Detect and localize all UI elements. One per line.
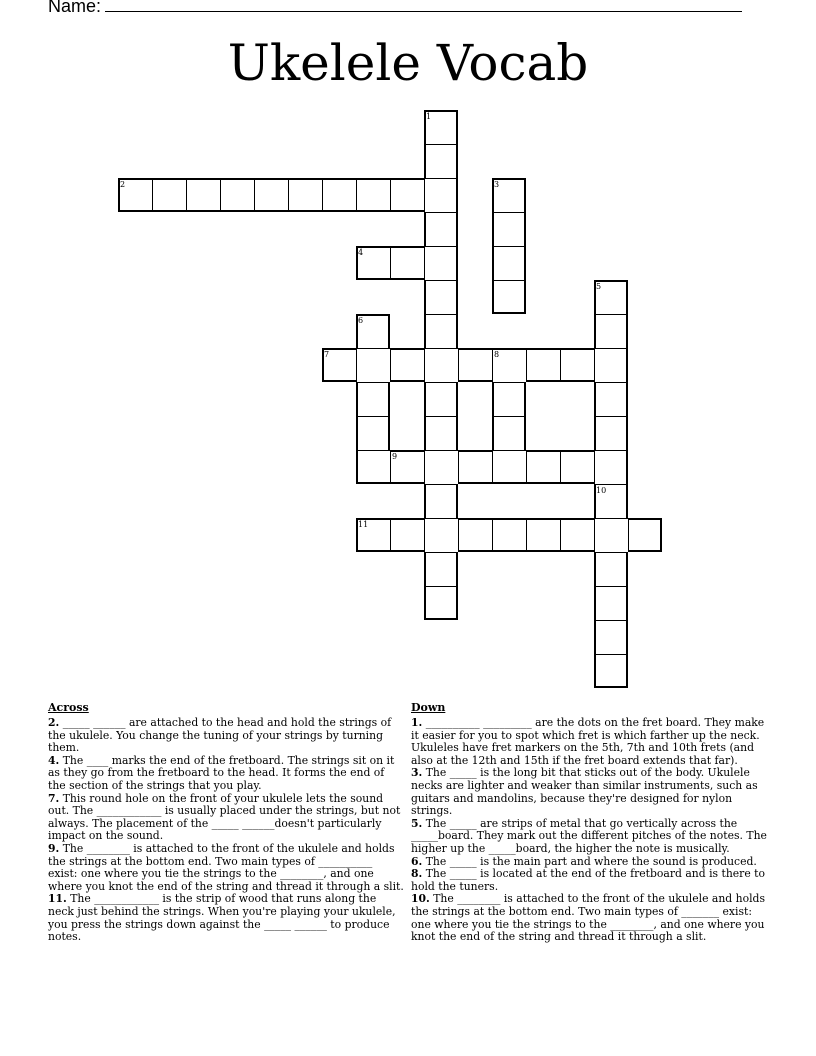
grid-cell[interactable]: [390, 348, 424, 382]
clue-item-text: _____ ______ are attached to the head and hold the strings of the ukulele. You change the tuning of your strings by turning them.: [48, 716, 392, 755]
grid-cell[interactable]: [424, 416, 458, 450]
grid-cell[interactable]: [322, 178, 356, 212]
grid-cell[interactable]: [424, 382, 458, 416]
clue-item-text: The ____________ is the strip of wood that runs along the neck just behind the strings. When you're playing your ukulele, you press the strings down against the _____ ______ to produce notes.: [48, 892, 396, 944]
grid-cell[interactable]: [424, 484, 458, 518]
grid-cell[interactable]: [390, 246, 424, 280]
grid-cell[interactable]: [254, 178, 288, 212]
grid-cell[interactable]: [356, 348, 390, 382]
grid-cell[interactable]: [356, 450, 390, 484]
clue-item: [411, 893, 771, 943]
clue-item-number: 7.: [48, 791, 60, 805]
grid-cell[interactable]: [424, 314, 458, 348]
grid-cell[interactable]: [594, 382, 628, 416]
grid-cell[interactable]: [492, 382, 526, 416]
clue-number: 8: [494, 350, 500, 359]
grid-cell[interactable]: [526, 450, 560, 484]
grid-cell[interactable]: [424, 212, 458, 246]
grid-cell[interactable]: [594, 314, 628, 348]
clue-item-text: The ________ is attached to the front of the ukulele and holds the strings at the bottom end. Two main types of __________ exist: one where you tie the strings to the ________, and one where you knot the end of the string and thread it through a slit.: [48, 841, 404, 893]
grid-cell[interactable]: [594, 518, 628, 552]
grid-cell[interactable]: [560, 518, 594, 552]
grid-cell[interactable]: [424, 348, 458, 382]
clue-item-number: 9.: [48, 841, 60, 855]
grid-cell[interactable]: [424, 518, 458, 552]
clue-number: 4: [358, 248, 364, 257]
grid-cell[interactable]: [424, 450, 458, 484]
grid-cell[interactable]: [492, 416, 526, 450]
grid-cell[interactable]: [356, 416, 390, 450]
grid-cell[interactable]: [186, 178, 220, 212]
clue-item: [411, 717, 771, 767]
clue-item-number: 8.: [411, 867, 423, 881]
grid-cell[interactable]: [594, 654, 628, 688]
grid-cell[interactable]: [594, 348, 628, 382]
clue-item: [411, 818, 771, 856]
grid-cell[interactable]: [152, 178, 186, 212]
clue-item: [411, 868, 771, 893]
grid-cell[interactable]: [594, 450, 628, 484]
name-label: Name:: [48, 0, 102, 16]
clue-item-number: 11.: [48, 892, 67, 906]
across-clues: [48, 701, 404, 944]
clue-item-number: 10.: [411, 892, 430, 906]
clue-item-text: This round hole on the front of your ukulele lets the sound out. The ____________ is usually placed under the strings, but not always. The placement of the _____ ______doesn't particularly impact on the sound.: [48, 791, 401, 843]
grid-cell[interactable]: [390, 178, 424, 212]
grid-cell[interactable]: [594, 586, 628, 620]
clue-item-text: The _____ is the long bit that sticks out of the body. Ukulele necks are lighter and weaker than similar instruments, such as guitars and mandolins, because they're designed for nylon strings.: [411, 766, 758, 818]
grid-cell[interactable]: [526, 348, 560, 382]
grid-cell[interactable]: [458, 348, 492, 382]
grid-cell[interactable]: [220, 178, 254, 212]
clue-item-number: 6.: [411, 854, 423, 868]
clue-item: [48, 717, 404, 755]
grid-cell[interactable]: [356, 382, 390, 416]
clue-item-number: 1.: [411, 716, 423, 729]
clue-item-text: __________ _________ are the dots on the fret board. They make it easier for you to spot which fret is which farther up the neck. Ukuleles have fret markers on the 5th, 7th and 10th frets (and also at the 12th and 15th if the fret board extends that far).: [411, 716, 765, 767]
grid-cell[interactable]: [458, 518, 492, 552]
clue-number: 3: [494, 180, 500, 189]
grid-cell[interactable]: [594, 620, 628, 654]
grid-cell[interactable]: [560, 450, 594, 484]
grid-cell[interactable]: [594, 416, 628, 450]
grid-cell[interactable]: [526, 518, 560, 552]
clue-number: 7: [324, 350, 330, 359]
clue-item: [48, 843, 404, 893]
clue-item-text: The _____ is located at the end of the fretboard and is there to hold the tuners.: [411, 867, 766, 893]
down-clue-list: [411, 717, 771, 944]
grid-cell[interactable]: [356, 178, 390, 212]
clue-number: 9: [392, 452, 398, 461]
grid-cell[interactable]: [492, 280, 526, 314]
clue-item: [411, 767, 771, 817]
grid-cell[interactable]: [594, 552, 628, 586]
clue-item-text: The _____ is the main part and where the sound is produced.: [422, 854, 757, 868]
grid-cell[interactable]: [560, 348, 594, 382]
grid-cell[interactable]: [492, 450, 526, 484]
clue-item: [48, 893, 404, 943]
clue-number: 10: [596, 486, 607, 495]
across-clue-list: [48, 717, 404, 944]
down-heading: Down: [411, 701, 446, 714]
clue-item-number: 3.: [411, 766, 423, 780]
grid-cell[interactable]: [492, 518, 526, 552]
clue-item-text: The ________ is attached to the front of the ukulele and holds the strings at the bottom end. Two main types of _______ exist: one where you tie the strings to the ________, and one where you knot the end of the string and thread it through a slit.: [411, 892, 766, 944]
clue-number: 6: [358, 316, 364, 325]
grid-cell[interactable]: [424, 178, 458, 212]
grid-cell[interactable]: [390, 518, 424, 552]
grid-cell[interactable]: [458, 450, 492, 484]
clue-item: [48, 755, 404, 793]
clue-item-number: 5.: [411, 816, 423, 830]
clue-item-number: 2.: [48, 716, 60, 729]
across-heading: Across: [48, 701, 89, 714]
clue-number: 11: [358, 520, 369, 529]
grid-cell[interactable]: [424, 246, 458, 280]
grid-cell[interactable]: [492, 246, 526, 280]
clue-item-text: The ____ marks the end of the fretboard. The strings sit on it as they go from the fretboard to the head. It forms the end of the section of the strings that you play.: [48, 753, 395, 792]
grid-cell[interactable]: [424, 144, 458, 178]
down-clues: [411, 701, 771, 944]
grid-cell[interactable]: [628, 518, 662, 552]
clue-number: 1: [426, 112, 432, 121]
clue-item-number: 4.: [48, 753, 60, 767]
grid-cell[interactable]: [424, 586, 458, 620]
clue-item-text: The _____ are strips of metal that go vertically across the _____board. They mark out the different pitches of the notes. The higher up the _____board, the higher the note is musically.: [411, 816, 767, 855]
grid-cell[interactable]: [288, 178, 322, 212]
grid-cell[interactable]: [424, 552, 458, 586]
clue-number: 5: [596, 282, 602, 291]
clue-item: [48, 793, 404, 843]
page-title: Ukelele Vocab: [227, 34, 589, 92]
clue-number: 2: [120, 180, 126, 189]
grid-cell[interactable]: [424, 280, 458, 314]
grid-cell[interactable]: [492, 212, 526, 246]
